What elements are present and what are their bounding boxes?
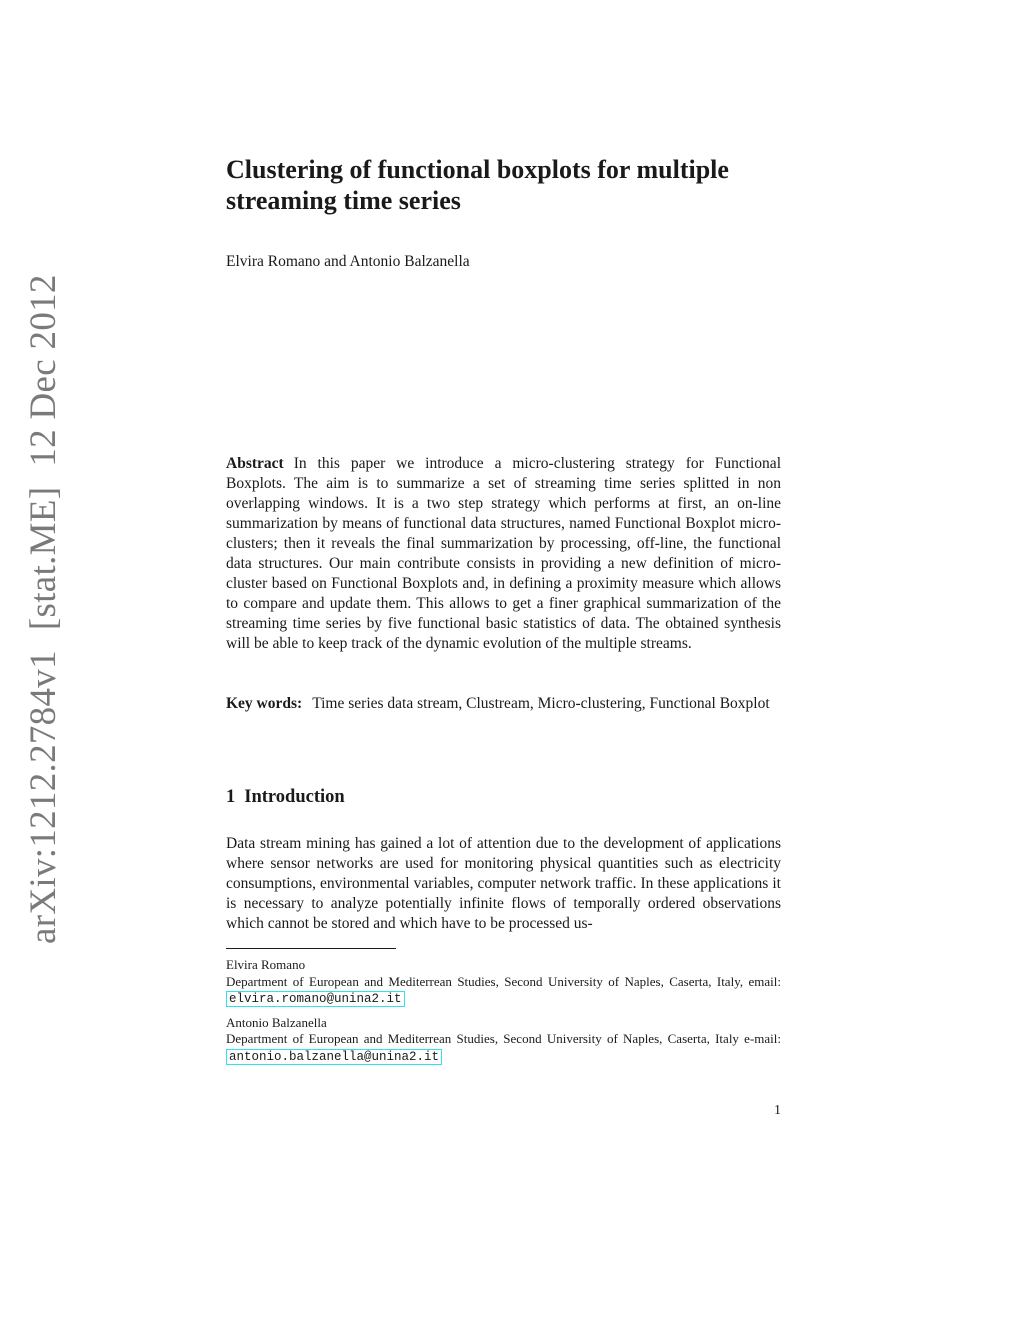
abstract [226,454,781,654]
introduction-paragraph: Data stream mining has gained a lot of attention due to the development of applications where sensor networks are used for monitoring physical quantities such as electricity consumptions, environmental variables, computer network traffic. In these applications it is necessary to analyze potentially infinite flows of temporally ordered observations which cannot be stored and which have to be processed us- [226,835,781,932]
page-number: 1 [774,1103,781,1118]
section-title: Introduction [244,787,345,807]
footnote-divider [226,948,396,949]
abstract-label: Abstract [226,455,284,472]
footnote-affiliation: Department of European and Mediterrean Studies, Second University of Naples, Caserta, Italy e-mail: [226,1031,781,1046]
paper-title: Clustering of functional boxplots for multiple streaming time series [226,155,729,215]
email-link[interactable]: antonio.balzanella@unina2.it [226,1049,442,1065]
footnote-affiliation: Department of European and Mediterrean Studies, Second University of Naples, Caserta, Italy, email: [226,973,781,989]
keywords-label: Key words: [226,695,303,712]
arxiv-stamp[interactable] [22,274,66,944]
email-link[interactable]: elvira.romano@unina2.it [226,991,405,1007]
section-number: 1 [226,787,236,807]
keywords-text: Time series data stream, Clustream, Micro-clustering, Functional Boxplot [312,695,770,712]
footnotes [226,957,781,1072]
arxiv-category: [stat.ME] [23,486,64,631]
arxiv-id[interactable]: arXiv:1212.2784v1 [23,650,64,944]
footnote-author-2 [226,1015,781,1066]
arxiv-date: 12 Dec 2012 [23,274,64,467]
footnote-name: Antonio Balzanella [226,1014,327,1030]
footnote-name: Elvira Romano [226,957,306,972]
author-list: Elvira Romano and Antonio Balzanella [226,253,470,270]
footnote-author-1 [226,957,781,1008]
abstract-text: In this paper we introduce a micro-clustering strategy for Functional Boxplots. The aim is to summarize a set of streaming time series splitted in non overlapping windows. It is a two step strategy which performs at first, an on-line summarization by means of functional data structures, named Functional Boxplot micro-clusters; then it reveals the final summarization by processing, off-line, the functional data structures. Our main contribute consists in providing a new definition of micro-cluster based on Functional Boxplots and, in defining a proximity measure which allows to compare and update them. This allows to get a finer graphical summarization of the streaming time series by five functional basic statistics of data. The obtained synthesis will be able to keep track of the dynamic evolution of the multiple streams. [226,455,781,652]
keywords [226,694,781,714]
section-heading [226,785,781,809]
